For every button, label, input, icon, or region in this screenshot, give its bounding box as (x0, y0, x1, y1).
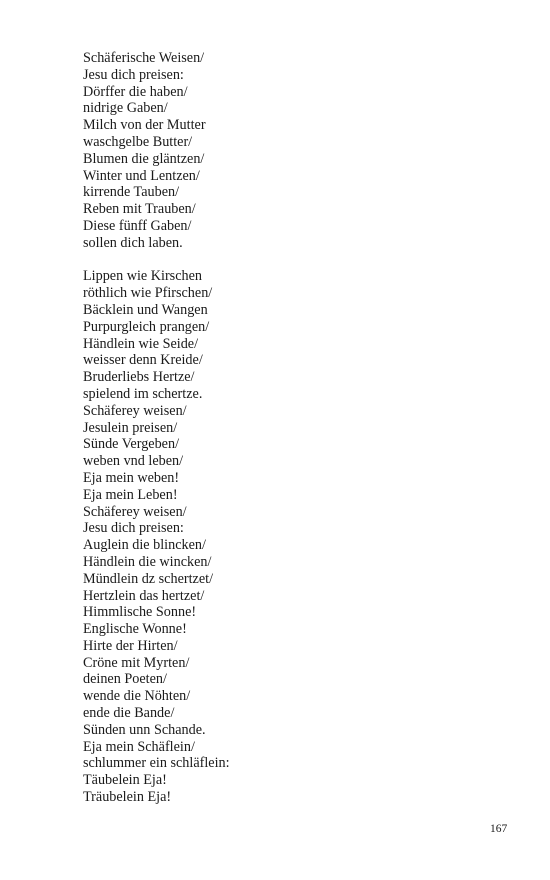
poem-line: Schäferey weisen/ (83, 402, 187, 419)
poem-line: Bäcklein und Wangen (83, 301, 208, 318)
poem-line: sollen dich laben. (83, 234, 183, 251)
poem-line: Jesulein preisen/ (83, 419, 178, 436)
poem-line: Hirte der Hirten/ (83, 637, 178, 654)
poem-line: Jesu dich preisen: (83, 66, 184, 83)
poem-line: weben vnd leben/ (83, 453, 184, 470)
poem-line: Jesu dich preisen: (83, 520, 184, 537)
poem-line: Täubelein Eja! (83, 772, 167, 789)
poem-line: Schäferey weisen/ (83, 503, 187, 520)
poem-line: Diese fünff Gaben/ (83, 217, 192, 234)
poem-line: Händlein die wincken/ (83, 553, 212, 570)
poem-line: Mündlein dz schertzet/ (83, 570, 214, 587)
poem-line: Sünde Vergeben/ (83, 436, 180, 453)
poem-line: Englische Wonne! (83, 621, 187, 638)
poem-line: Winter und Lentzen/ (83, 167, 200, 184)
poem-line: Himmlische Sonne! (83, 604, 197, 621)
poem-line: röthlich wie Pfirschen/ (83, 285, 213, 302)
poem-line: waschgelbe Butter/ (83, 133, 193, 150)
poem-line: Purpurgleich prangen/ (83, 318, 210, 335)
poem-line: Eja mein Schäflein/ (83, 738, 195, 755)
poem-line: Auglein die blincken/ (83, 537, 206, 554)
poem-line: Bruderliebs Hertze/ (83, 369, 195, 386)
poem-line: Dörffer die haben/ (83, 83, 188, 100)
poem-line: spielend im schertze. (83, 385, 203, 402)
poem-line: deinen Poeten/ (83, 671, 167, 688)
poem-line: Lippen wie Kirschen (83, 268, 202, 285)
poem-line: Schäferische Weisen/ (83, 50, 205, 66)
poem-line: Hertzlein das hertzet/ (83, 587, 205, 604)
stanza-1 (83, 50, 230, 252)
poem-line: Reben mit Trauben/ (83, 201, 196, 218)
poem-line: Sünden unn Schande. (83, 721, 206, 738)
poem-line: Cröne mit Myrten/ (83, 654, 190, 671)
poem-text (83, 50, 230, 806)
poem-line: ende die Bande/ (83, 705, 175, 722)
poem-line: kirrende Tauben/ (83, 184, 180, 201)
poem-line: schlummer ein schläflein: (83, 755, 230, 772)
poem-line: Händlein wie Seide/ (83, 335, 199, 352)
poem-line: nidrige Gaben/ (83, 100, 168, 117)
poem-line: Eja mein weben! (83, 469, 180, 486)
page-number: 167 (490, 823, 508, 835)
poem-line: Eja mein Leben! (83, 486, 178, 503)
poem-line: Milch von der Mutter (83, 117, 206, 134)
poem-line: Blumen die gläntzen/ (83, 150, 205, 167)
stanza-2 (83, 268, 230, 806)
poem-line: Träubelein Eja! (83, 789, 172, 806)
poem-line: weisser denn Kreide/ (83, 352, 203, 369)
poem-line: wende die Nöhten/ (83, 688, 191, 705)
